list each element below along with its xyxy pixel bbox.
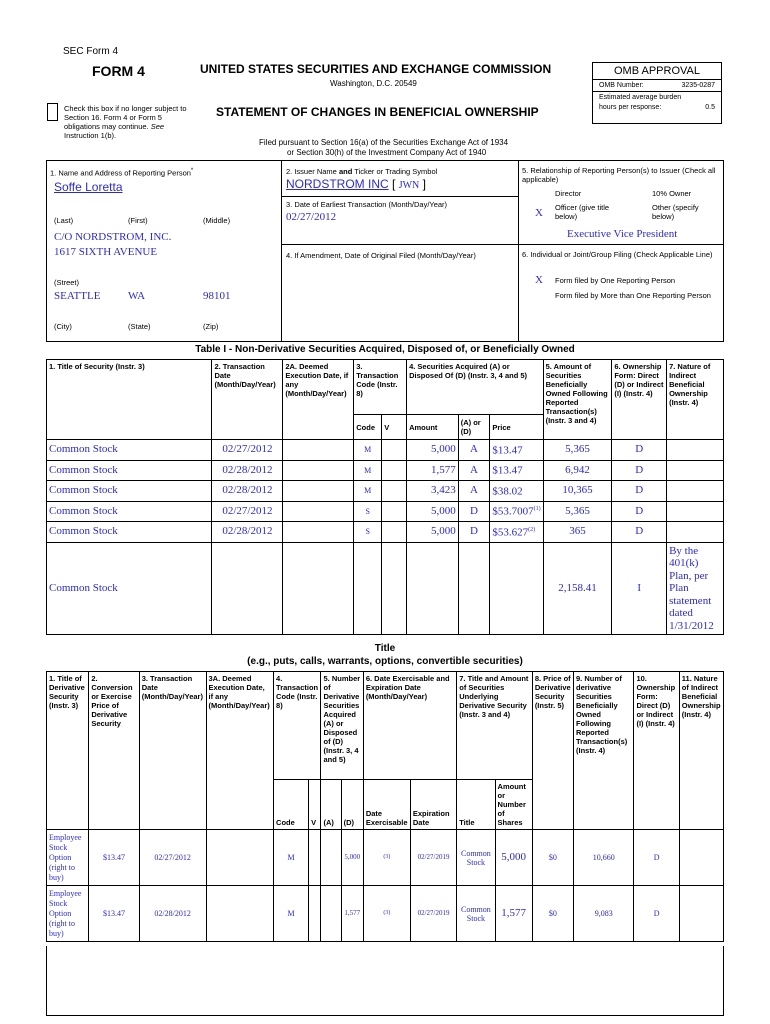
multi-person-label: Form filed by More than One Reporting Person bbox=[555, 291, 711, 300]
t1-deemed-cell bbox=[283, 460, 354, 481]
first-label: (First) bbox=[128, 216, 148, 225]
t1-amount-cell bbox=[407, 542, 459, 635]
t1-form-cell: D bbox=[612, 460, 667, 481]
last-label: (Last) bbox=[54, 216, 74, 225]
t2-h-price: 8. Price of Derivative Security (Instr. 5) bbox=[532, 672, 573, 830]
omb-hours-label: hours per response: bbox=[599, 104, 662, 111]
t2-price-cell: $13.47 bbox=[89, 886, 139, 942]
table1-row bbox=[47, 440, 724, 461]
t1-h-amount: Amount bbox=[407, 415, 459, 440]
earliest-transaction-date: 02/27/2012 bbox=[286, 211, 337, 223]
t1-h-date: 2. Transaction Date (Month/Day/Year) bbox=[212, 360, 283, 440]
t1-price-cell bbox=[490, 542, 543, 635]
t2-code-cell: M bbox=[274, 830, 309, 886]
sec-form-label: SEC Form 4 bbox=[63, 46, 119, 57]
ticker: JWN bbox=[398, 180, 420, 191]
t1-h-form: 6. Ownership Form: Direct (D) or Indirect (I) (Instr. 4) bbox=[612, 360, 667, 440]
t1-code-cell: S bbox=[354, 501, 382, 522]
t2-h-u-amount: Amount or Number of Shares bbox=[495, 780, 532, 830]
t1-deemed-cell bbox=[283, 542, 354, 635]
filed-pursuant-2: or Section 30(h) of the Investment Company Act of 1940 bbox=[287, 148, 487, 157]
t1-v-cell bbox=[382, 481, 407, 502]
t2-expiration-cell: 02/27/2019 bbox=[410, 830, 456, 886]
t2-price-cell: $13.47 bbox=[89, 830, 139, 886]
t1-h-code: 3. Transaction Code (Instr. 8) bbox=[354, 360, 407, 415]
box6-label: 6. Individual or Joint/Group Filing (Check Applicable Line) bbox=[522, 250, 713, 259]
t1-price-cell bbox=[490, 481, 543, 502]
t2-owned-cell: 10,660 bbox=[573, 830, 633, 886]
omb-number: 3235-0287 bbox=[681, 82, 715, 89]
t1-title-cell: Common Stock bbox=[47, 481, 212, 502]
table2-empty-area bbox=[46, 946, 724, 1016]
t1-code-cell: M bbox=[354, 440, 382, 461]
t2-h-form: 10. Ownership Form: Direct (D) or Indirect (I) (Instr. 4) bbox=[634, 672, 679, 830]
t1-price-value: $53.7007 bbox=[492, 506, 534, 519]
t1-deemed-cell bbox=[283, 501, 354, 522]
no-longer-subject-checkbox[interactable] bbox=[47, 103, 58, 121]
t2-deemed-cell bbox=[206, 830, 274, 886]
t1-date-cell: 02/28/2012 bbox=[212, 522, 283, 543]
t2-u-amount-cell: 1,577 bbox=[495, 886, 532, 942]
t2-h-exp: Expiration Date bbox=[410, 780, 456, 830]
t2-h-underlying: 7. Title and Amount of Securities Underlying Derivative Security (Instr. 3 and 4) bbox=[457, 672, 533, 780]
omb-title: OMB APPROVAL bbox=[593, 63, 721, 80]
table1 bbox=[46, 359, 724, 635]
zip-value: 98101 bbox=[203, 290, 231, 302]
table1-row bbox=[47, 481, 724, 502]
t1-h-ad: (A) or (D) bbox=[458, 415, 490, 440]
t1-h-title: 1. Title of Security (Instr. 3) bbox=[47, 360, 212, 440]
t1-ad-cell: A bbox=[458, 460, 490, 481]
t1-form-cell: D bbox=[612, 501, 667, 522]
t1-h-price: Price bbox=[490, 415, 543, 440]
t2-a-cell bbox=[321, 830, 341, 886]
t2-exercisable-cell: (3) bbox=[363, 886, 410, 942]
t1-h-owned: 5. Amount of Securities Beneficially Owned Following Reported Transaction(s) (Instr. 3 and 4) bbox=[543, 360, 612, 440]
t1-h-v: V bbox=[382, 415, 407, 440]
t1-owned-cell: 2,158.41 bbox=[543, 542, 612, 635]
table2-row bbox=[47, 830, 724, 886]
t1-code-cell bbox=[354, 542, 382, 635]
t1-owned-cell: 10,365 bbox=[543, 481, 612, 502]
t2-h-a: (A) bbox=[321, 780, 341, 830]
t1-price-value: $13.47 bbox=[492, 465, 523, 478]
state-value: WA bbox=[128, 290, 146, 302]
t1-ad-cell: D bbox=[458, 501, 490, 522]
t1-form-cell: I bbox=[612, 542, 667, 635]
officer-check[interactable]: X bbox=[535, 207, 543, 219]
t1-amount-cell: 3,423 bbox=[407, 481, 459, 502]
t1-owned-cell: 5,365 bbox=[543, 501, 612, 522]
t2-d-cell: 1,577 bbox=[341, 886, 363, 942]
t2-deemed-cell bbox=[206, 886, 274, 942]
t1-nature-cell: By the 401(k) Plan, per Plan statement dated 1/31/2012 bbox=[667, 542, 724, 635]
officer-title: Executive Vice President bbox=[567, 228, 678, 240]
table2-subtitle: (e.g., puts, calls, warrants, options, convertible securities) bbox=[247, 656, 523, 667]
other-label: Other (specify below) bbox=[652, 203, 699, 221]
t1-form-cell: D bbox=[612, 522, 667, 543]
t1-deemed-cell bbox=[283, 440, 354, 461]
t1-amount-cell: 5,000 bbox=[407, 440, 459, 461]
one-person-label: Form filed by One Reporting Person bbox=[555, 276, 676, 285]
t1-owned-cell: 5,365 bbox=[543, 440, 612, 461]
t2-dprice-cell: $0 bbox=[532, 886, 573, 942]
t2-h-date: 3. Transaction Date (Month/Day/Year) bbox=[139, 672, 206, 830]
table1-row bbox=[47, 542, 724, 635]
t1-nature-cell bbox=[667, 501, 724, 522]
t1-date-cell: 02/27/2012 bbox=[212, 440, 283, 461]
table1-row bbox=[47, 460, 724, 481]
t1-title-cell: Common Stock bbox=[47, 501, 212, 522]
t2-v-cell bbox=[309, 830, 321, 886]
t1-ad-cell: A bbox=[458, 481, 490, 502]
t1-nature-cell bbox=[667, 440, 724, 461]
omb-number-label: OMB Number: bbox=[599, 82, 644, 89]
omb-number-row bbox=[593, 80, 721, 92]
t1-h-deemed: 2A. Deemed Execution Date, if any (Month/Day/Year) bbox=[283, 360, 354, 440]
box3-label: 3. Date of Earliest Transaction (Month/Day/Year) bbox=[286, 200, 448, 209]
t1-h-code-sub: Code bbox=[354, 415, 382, 440]
t1-code-cell: S bbox=[354, 522, 382, 543]
t1-deemed-cell bbox=[283, 481, 354, 502]
box5-label: 5. Relationship of Reporting Person(s) to Issuer (Check all applicable) bbox=[522, 166, 716, 184]
t2-u-amount-cell: 5,000 bbox=[495, 830, 532, 886]
city-label: (City) bbox=[54, 322, 72, 331]
street-label: (Street) bbox=[54, 278, 80, 287]
t1-price-footnote: (2) bbox=[528, 526, 536, 533]
t1-date-cell: 02/28/2012 bbox=[212, 481, 283, 502]
t1-code-cell: M bbox=[354, 460, 382, 481]
t2-v-cell bbox=[309, 886, 321, 942]
t1-owned-cell: 6,942 bbox=[543, 460, 612, 481]
t2-code-cell: M bbox=[274, 886, 309, 942]
omb-hours-row bbox=[593, 103, 721, 112]
t2-h-deemed: 3A. Deemed Execution Date, if any (Month/Day/Year) bbox=[206, 672, 274, 830]
statement-title: STATEMENT OF CHANGES IN BENEFICIAL OWNERSHIP bbox=[216, 105, 539, 119]
omb-box bbox=[592, 62, 722, 124]
t2-h-code: 4. Transaction Code (Instr. 8) bbox=[274, 672, 321, 780]
t1-v-cell bbox=[382, 501, 407, 522]
t1-deemed-cell bbox=[283, 522, 354, 543]
t2-h-owned: 9. Number of derivative Securities Beneficially Owned Following Reported Transaction(s) (Instr. 4) bbox=[573, 672, 633, 830]
address-line-2: 1617 SIXTH AVENUE bbox=[54, 246, 158, 258]
t1-title-cell: Common Stock bbox=[47, 440, 212, 461]
t2-h-number: 5. Number of Derivative Securities Acquired (A) or Disposed of (D) (Instr. 3, 4 and 5) bbox=[321, 672, 363, 780]
t2-title-cell: Employee Stock Option (right to buy) bbox=[47, 886, 89, 942]
t1-h-nature: 7. Nature of Indirect Beneficial Ownership (Instr. 4) bbox=[667, 360, 724, 440]
state-label: (State) bbox=[128, 322, 151, 331]
table1-row bbox=[47, 501, 724, 522]
t1-date-cell: 02/27/2012 bbox=[212, 501, 283, 522]
t2-expiration-cell: 02/27/2019 bbox=[410, 886, 456, 942]
t1-amount-cell: 1,577 bbox=[407, 460, 459, 481]
t2-u-title-cell: Common Stock bbox=[457, 886, 495, 942]
t1-price-value: $53.627 bbox=[492, 526, 529, 539]
agency-city: Washington, D.C. 20549 bbox=[330, 79, 417, 88]
table2-title: Title bbox=[374, 643, 396, 654]
filed-pursuant-1: Filed pursuant to Section 16(a) of the Securities Exchange Act of 1934 bbox=[259, 138, 509, 147]
issuer-name[interactable]: NORDSTROM INC bbox=[286, 177, 389, 191]
one-person-check[interactable]: X bbox=[535, 274, 543, 286]
director-label: Director bbox=[555, 189, 582, 198]
t1-nature-cell bbox=[667, 522, 724, 543]
table2 bbox=[46, 671, 724, 942]
t1-price-value: $38.02 bbox=[492, 485, 523, 498]
t1-title-cell: Common Stock bbox=[47, 542, 212, 635]
box2-label: 2. Issuer Name and Ticker or Trading Symbol bbox=[286, 167, 438, 176]
zip-label: (Zip) bbox=[203, 322, 219, 331]
t1-v-cell bbox=[382, 522, 407, 543]
t1-price-value: $13.47 bbox=[492, 444, 523, 457]
t1-price-cell bbox=[490, 522, 543, 543]
t1-amount-cell: 5,000 bbox=[407, 522, 459, 543]
t2-nature-cell bbox=[679, 830, 723, 886]
t1-price-cell bbox=[490, 440, 543, 461]
t1-amount-cell: 5,000 bbox=[407, 501, 459, 522]
t1-ad-cell: D bbox=[458, 522, 490, 543]
t2-date-cell: 02/28/2012 bbox=[139, 886, 206, 942]
checkbox-label: Check this box if no longer subject to Section 16. Form 4 or Form 5 obligations may continue. See Instruction 1(b). bbox=[64, 104, 187, 140]
t2-date-cell: 02/27/2012 bbox=[139, 830, 206, 886]
t2-title-cell: Employee Stock Option (right to buy) bbox=[47, 830, 89, 886]
t1-v-cell bbox=[382, 460, 407, 481]
t1-v-cell bbox=[382, 440, 407, 461]
t2-form-cell: D bbox=[634, 830, 679, 886]
t2-a-cell bbox=[321, 886, 341, 942]
t2-h-conversion: 2. Conversion or Exercise Price of Derivative Security bbox=[89, 672, 139, 830]
t1-ad-cell bbox=[458, 542, 490, 635]
omb-hours: 0.5 bbox=[705, 104, 715, 111]
table1-row bbox=[47, 522, 724, 543]
t2-d-cell: 5,000 bbox=[341, 830, 363, 886]
box1-label: 1. Name and Address of Reporting Person* bbox=[50, 168, 194, 178]
t2-h-title: 1. Title of Derivative Security (Instr. 3) bbox=[47, 672, 89, 830]
issuer-row: NORDSTROM INC [ JWN ] bbox=[286, 177, 426, 191]
agency-title: UNITED STATES SECURITIES AND EXCHANGE COMMISSION bbox=[200, 62, 552, 76]
t2-form-cell: D bbox=[634, 886, 679, 942]
t1-price-footnote: (1) bbox=[533, 506, 541, 513]
middle-label: (Middle) bbox=[203, 216, 231, 225]
t1-title-cell: Common Stock bbox=[47, 522, 212, 543]
t2-h-u-title: Title bbox=[457, 780, 495, 830]
t1-date-cell: 02/28/2012 bbox=[212, 460, 283, 481]
t2-u-title-cell: Common Stock bbox=[457, 830, 495, 886]
reporting-person-name[interactable]: Soffe Loretta bbox=[54, 180, 123, 194]
t2-owned-cell: 9,083 bbox=[573, 886, 633, 942]
omb-burden-label: Estimated average burden bbox=[599, 94, 682, 101]
t1-nature-cell bbox=[667, 481, 724, 502]
t1-price-cell bbox=[490, 460, 543, 481]
box4-label: 4. If Amendment, Date of Original Filed (Month/Day/Year) bbox=[286, 251, 476, 260]
address-line-1: C/O NORDSTROM, INC. bbox=[54, 231, 172, 243]
t1-ad-cell: A bbox=[458, 440, 490, 461]
t2-h-nature: 11. Nature of Indirect Beneficial Ownership (Instr. 4) bbox=[679, 672, 723, 830]
form-title: FORM 4 bbox=[92, 63, 145, 79]
t2-h-v: V bbox=[309, 780, 321, 830]
t2-dprice-cell: $0 bbox=[532, 830, 573, 886]
t1-owned-cell: 365 bbox=[543, 522, 612, 543]
t2-h-exercisable: 6. Date Exercisable and Expiration Date (Month/Day/Year) bbox=[363, 672, 456, 780]
ten-percent-label: 10% Owner bbox=[652, 189, 692, 198]
t2-exercisable-cell: (3) bbox=[363, 830, 410, 886]
t2-h-d: (D) bbox=[341, 780, 363, 830]
t1-title-cell: Common Stock bbox=[47, 460, 212, 481]
table1-title: Table I - Non-Derivative Securities Acquired, Disposed of, or Beneficially Owned bbox=[195, 344, 575, 355]
t2-nature-cell bbox=[679, 886, 723, 942]
t1-h-securities: 4. Securities Acquired (A) or Disposed Of (D) (Instr. 3, 4 and 5) bbox=[407, 360, 544, 415]
officer-label: Officer (give title below) bbox=[555, 203, 610, 221]
city-value: SEATTLE bbox=[54, 290, 101, 302]
t1-form-cell: D bbox=[612, 481, 667, 502]
t2-h-code-sub: Code bbox=[274, 780, 309, 830]
t1-price-cell bbox=[490, 501, 543, 522]
t1-form-cell: D bbox=[612, 440, 667, 461]
t1-code-cell: M bbox=[354, 481, 382, 502]
t1-nature-cell bbox=[667, 460, 724, 481]
table2-row bbox=[47, 886, 724, 942]
t1-v-cell bbox=[382, 542, 407, 635]
t2-h-date-ex: Date Exercisable bbox=[363, 780, 410, 830]
t1-date-cell bbox=[212, 542, 283, 635]
